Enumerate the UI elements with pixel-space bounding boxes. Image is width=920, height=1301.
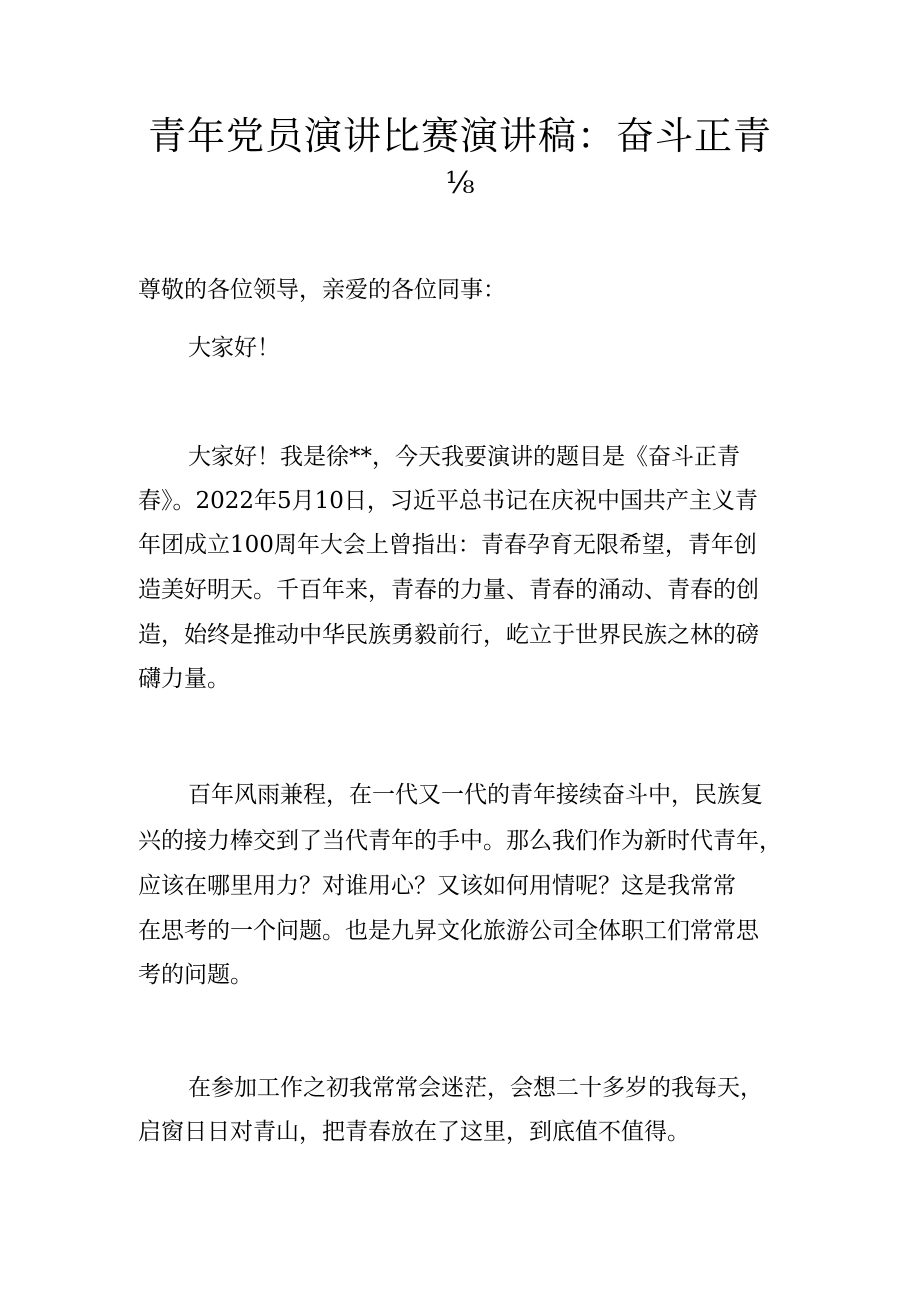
paragraph-1-line: 造美好明天。千百年来，青春的力量、青春的涌动、青春的创 [138, 577, 759, 603]
paragraph-1-line: 造，始终是推动中华民族勇毅前行，屹立于世界民族之林的磅 [138, 622, 759, 648]
paragraph-2-line: 应该在哪里用力？对谁用心？又该如何用情呢？这是我常常 [138, 873, 736, 899]
paragraph-2-line: 兴的接力棒交到了当代青年的手中。那么我们作为新时代青年， [138, 828, 782, 854]
salutation: 尊敬的各位领导，亲爱的各位同事： [138, 277, 506, 303]
paragraph-2-line: 百年风雨兼程，在一代又一代的青年接续奋斗中，民族复 [188, 782, 763, 808]
document-title-continuation: ⅛ [445, 166, 475, 201]
paragraph-1-line: 春》。2022年5月10日，习近平总书记在庆祝中国共产主义青 [138, 488, 758, 514]
paragraph-1-line: 礴力量。 [138, 666, 230, 692]
document-title: 青年党员演讲比赛演讲稿：奋斗正青 [147, 114, 772, 158]
paragraph-1-line: 年团成立100周年大会上曾指出：青春孕育无限希望，青年创 [138, 532, 757, 558]
paragraph-3-line: 启窗日日对青山，把青春放在了这里，到底值不值得。 [138, 1119, 690, 1145]
paragraph-3-line: 在参加工作之初我常常会迷茫，会想二十多岁的我每天， [188, 1075, 763, 1101]
greeting: 大家好！ [188, 335, 280, 361]
paragraph-2-line: 考的问题。 [138, 962, 253, 988]
paragraph-1-line: 大家好！我是徐**，今天我要演讲的题目是《奋斗正青 [188, 444, 740, 470]
paragraph-2-line: 在思考的一个问题。也是九昇文化旅游公司全体职工们常常思 [138, 918, 759, 944]
